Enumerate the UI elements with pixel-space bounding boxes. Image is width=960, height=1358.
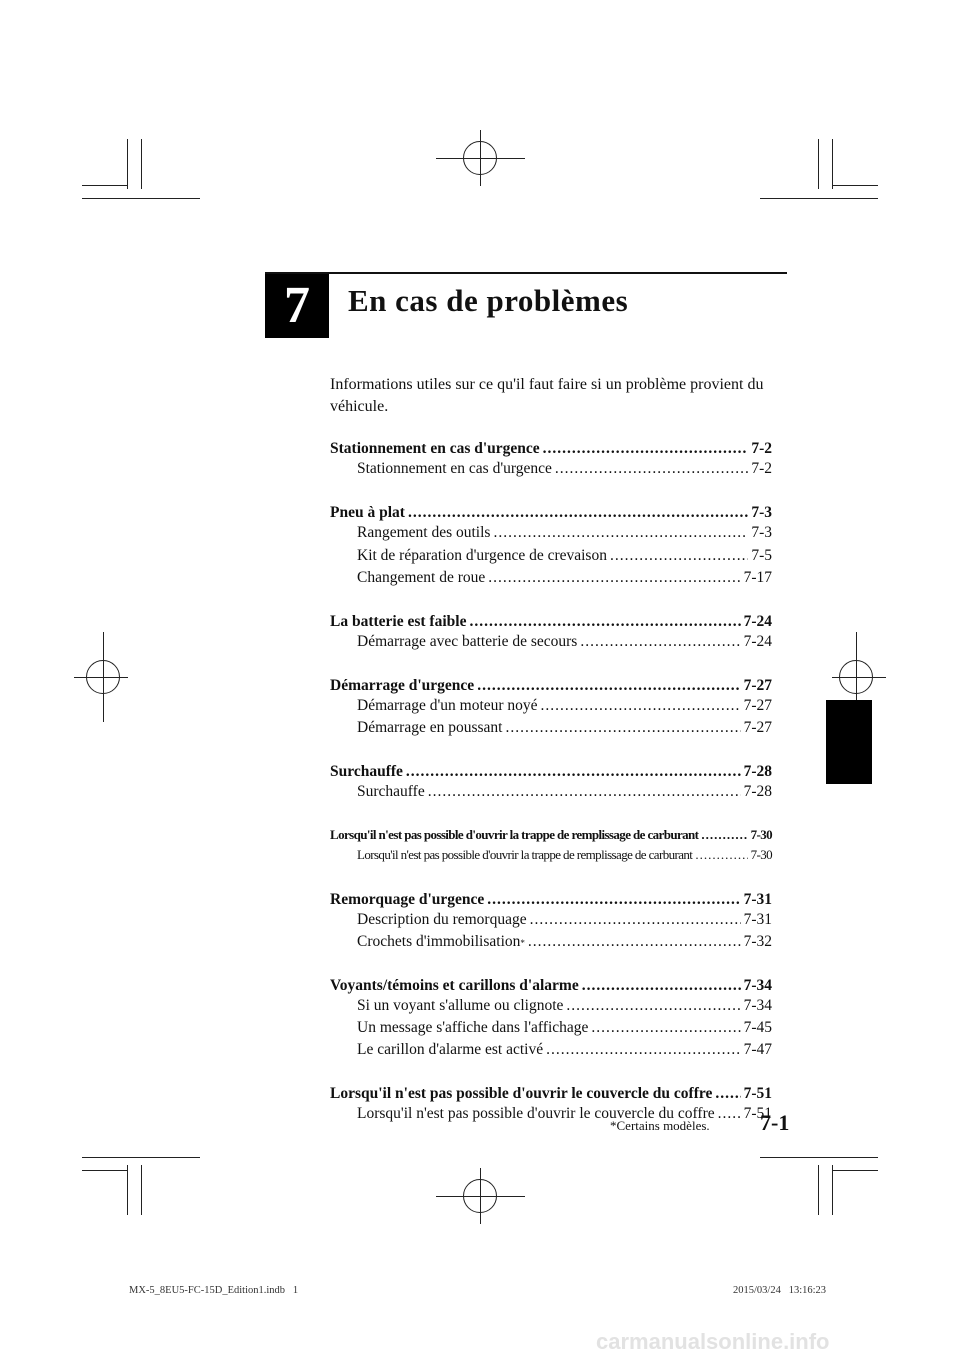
toc-leader-dots xyxy=(555,460,748,478)
toc-subsection-entry xyxy=(357,569,772,591)
toc-entry-title: Lorsqu'il n'est pas possible d'ouvrir le couvercle du coffre xyxy=(330,1085,713,1102)
toc-entry-footnote-mark: * xyxy=(520,938,525,948)
toc-leader-dots xyxy=(477,677,740,695)
toc-leader-dots xyxy=(566,997,740,1015)
toc-subsection-entry xyxy=(357,783,772,805)
toc-section-entry xyxy=(330,763,772,785)
toc-subsection-entry xyxy=(357,547,772,569)
toc-subsection-entry xyxy=(357,719,772,741)
toc-entry-title: Un message s'affiche dans l'affichage xyxy=(357,1019,589,1036)
toc-leader-dots xyxy=(582,977,741,995)
toc-subsection-entry xyxy=(357,524,772,546)
toc-entry-page: 7-24 xyxy=(743,613,772,630)
toc-entry-title: Surchauffe xyxy=(357,783,425,800)
toc-entry-page: 7-3 xyxy=(751,504,772,521)
toc-subsection-entry xyxy=(357,633,772,655)
toc-entry-title: Remorquage d'urgence xyxy=(330,891,485,908)
file-name: MX-5_8EU5-FC-15D_Edition1.indb 1 xyxy=(129,1285,299,1296)
toc-leader-dots xyxy=(546,1041,740,1059)
toc-entry-page: 7-17 xyxy=(743,569,772,586)
toc-subsection-entry xyxy=(357,1041,772,1063)
toc-entry-title: Lorsqu'il n'est pas possible d'ouvrir la trappe de remplissage de carburant xyxy=(357,847,693,862)
toc-entry-page: 7-27 xyxy=(743,677,772,694)
toc-entry-page: 7-32 xyxy=(743,933,772,950)
toc-subsection-entry xyxy=(357,847,772,869)
toc-entry-title: Si un voyant s'allume ou clignote xyxy=(357,997,564,1014)
toc-leader-dots xyxy=(541,697,741,715)
watermark: carmanualsonline.info xyxy=(596,1329,830,1354)
toc-entry-page: 7-34 xyxy=(743,997,772,1014)
toc-entry-title: Crochets d'immobilisation xyxy=(357,933,521,950)
toc-leader-dots xyxy=(505,719,740,737)
toc-subsection-entry xyxy=(357,1105,772,1127)
toc-leader-dots xyxy=(408,504,748,522)
toc-entry-title: Surchauffe xyxy=(330,763,403,780)
toc-entry-page: 7-2 xyxy=(751,440,772,457)
toc-entry-title: Stationnement en cas d'urgence xyxy=(357,460,552,477)
toc-entry-title: Lorsqu'il n'est pas possible d'ouvrir le couvercle du coffre xyxy=(357,1105,715,1122)
toc-entry-title: Démarrage avec batterie de secours xyxy=(357,633,578,650)
toc-section-entry xyxy=(330,891,772,913)
toc-entry-page: 7-47 xyxy=(743,1041,772,1058)
toc-entry-page: 7-28 xyxy=(743,763,772,780)
toc-subsection-entry xyxy=(357,997,772,1019)
toc-leader-dots xyxy=(610,547,748,565)
toc-leader-dots xyxy=(487,891,740,909)
toc-leader-dots xyxy=(428,783,741,801)
chapter-side-tab xyxy=(826,700,872,784)
toc-section-entry xyxy=(330,827,772,849)
toc-entry-page: 7-45 xyxy=(743,1019,772,1036)
toc-subsection-entry xyxy=(357,460,772,482)
toc-entry-title: Stationnement en cas d'urgence xyxy=(330,440,540,457)
toc-subsection-entry xyxy=(357,911,772,933)
toc-entry-title: Rangement des outils xyxy=(357,524,491,541)
toc-leader-dots xyxy=(493,524,748,542)
toc-entry-page: 7-34 xyxy=(743,977,772,994)
toc-leader-dots xyxy=(695,847,747,863)
toc-leader-dots xyxy=(528,933,741,951)
toc-leader-dots xyxy=(530,911,741,929)
toc-section-entry xyxy=(330,677,772,699)
chapter-rule xyxy=(265,272,787,274)
toc-leader-dots xyxy=(718,1105,741,1123)
toc-entry-page: 7-5 xyxy=(751,547,772,564)
toc-subsection-entry xyxy=(357,697,772,719)
toc-leader-dots xyxy=(406,763,741,781)
print-timestamp: 2015/03/24 13:16:23 xyxy=(733,1285,827,1296)
toc-section-entry xyxy=(330,1085,772,1107)
toc-entry-page: 7-27 xyxy=(743,697,772,714)
toc-entry-page: 7-30 xyxy=(750,827,772,842)
toc-entry-title: Description du remorquage xyxy=(357,911,527,928)
toc-entry-title: Voyants/témoins et carillons d'alarme xyxy=(330,977,579,994)
toc-entry-title: Démarrage d'urgence xyxy=(330,677,475,694)
toc-entry-page: 7-3 xyxy=(751,524,772,541)
toc-leader-dots xyxy=(580,633,740,651)
chapter-intro: Informations utiles sur ce qu'il faut faire si un problème provient du véhicule. xyxy=(330,376,764,415)
toc-leader-dots xyxy=(488,569,740,587)
toc-entry-page: 7-30 xyxy=(750,847,772,862)
toc-section-entry xyxy=(330,613,772,635)
toc-entry-page: 7-31 xyxy=(743,891,772,908)
toc-leader-dots xyxy=(591,1019,740,1037)
toc-leader-dots xyxy=(543,440,749,458)
toc-entry-page: 7-51 xyxy=(743,1085,772,1102)
toc-section-entry xyxy=(330,977,772,999)
footnote: *Certains modèles. xyxy=(610,1118,710,1133)
toc-entry-page: 7-24 xyxy=(743,633,772,650)
toc-entry-page: 7-2 xyxy=(751,460,772,477)
toc-entry-title: Kit de réparation d'urgence de crevaison xyxy=(357,547,607,564)
toc-entry-title: Lorsqu'il n'est pas possible d'ouvrir la trappe de remplissage de carburant xyxy=(330,827,699,842)
toc-entry-page: 7-27 xyxy=(743,719,772,736)
toc-entry-page: 7-31 xyxy=(743,911,772,928)
toc-entry-title: Le carillon d'alarme est activé xyxy=(357,1041,544,1058)
page-number: 7-1 xyxy=(760,1110,790,1135)
toc-subsection-entry xyxy=(357,1019,772,1041)
toc-entry-page: 7-28 xyxy=(743,783,772,800)
chapter-title: En cas de problèmes xyxy=(348,283,629,318)
toc-leader-dots xyxy=(469,613,740,631)
toc-section-entry xyxy=(330,440,772,462)
toc-entry-title: La batterie est faible xyxy=(330,613,467,630)
toc-entry-title: Changement de roue xyxy=(357,569,486,586)
toc-entry-title: Démarrage d'un moteur noyé xyxy=(357,697,538,714)
toc-entry-page: 7-51 xyxy=(743,1105,772,1122)
toc-subsection-entry xyxy=(357,933,772,955)
chapter-number: 7 xyxy=(265,274,329,338)
toc-leader-dots xyxy=(701,827,747,843)
toc-entry-title: Pneu à plat xyxy=(330,504,405,521)
toc-section-entry xyxy=(330,504,772,526)
toc-leader-dots xyxy=(715,1085,740,1103)
toc-entry-title: Démarrage en poussant xyxy=(357,719,503,736)
